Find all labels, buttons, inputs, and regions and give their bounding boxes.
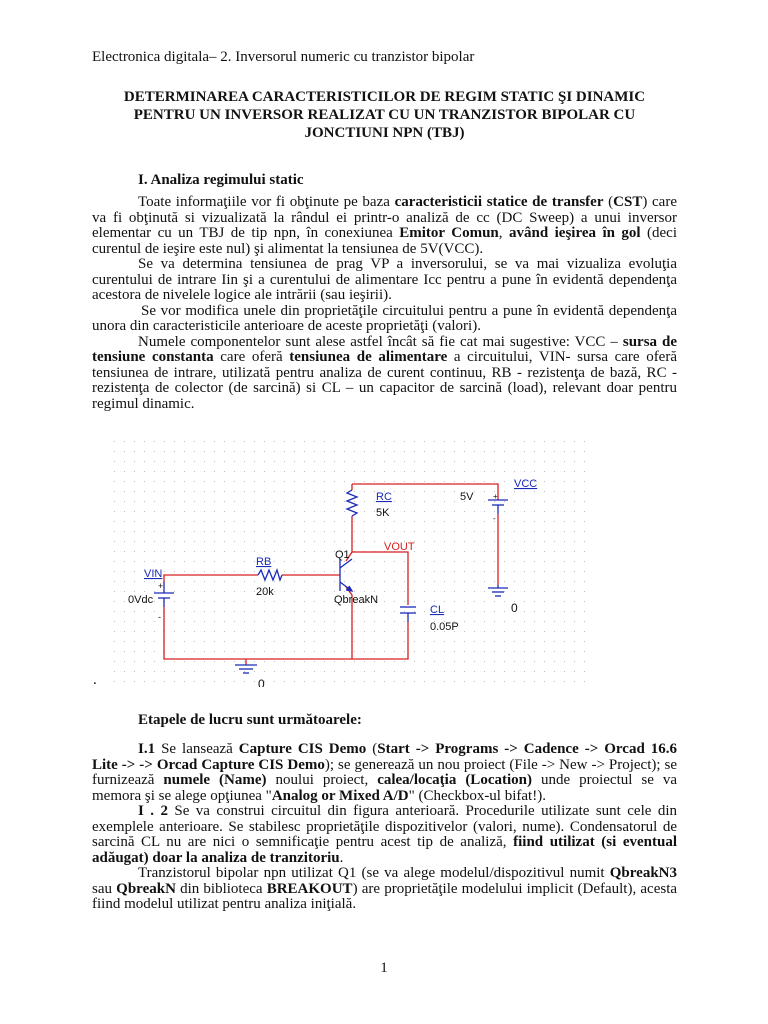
title-line: JONCTIUNI NPN (TBJ) [304, 125, 465, 141]
inverter-schematic [108, 437, 588, 687]
section-heading: I. Analiza regimului static [138, 172, 304, 188]
steps-text [92, 742, 677, 913]
stray-dot: . [93, 672, 97, 688]
paragraph: I . 2 Se va construi circuitul din figura anterioară. Procedurile utilizate sunt cele din exemplele anterioare. Se stabilesc proprietăţile dispozitivelor (valori, nume). Condensatorul de sarcină CL nu are nici o semnificaţie pentru acest tip de analiză, fiind utilizat (si eventual adăugat) doar la analiza de tranzitoriu. [92, 803, 678, 866]
vin-value: 0Vdc [128, 594, 154, 606]
q1-model: QbreakN [334, 594, 379, 606]
cl-value: 0.05P [430, 621, 459, 633]
vcc-plus: + [493, 492, 498, 501]
title-line: DETERMINAREA CARACTERISTICILOR DE REGIM STATIC ŞI DINAMIC [123, 89, 646, 105]
rb-label: RB [256, 556, 272, 568]
paragraph: Se vor modifica unele din proprietăţile circuitului pentru a pune în evidentă dependenţa unora din caracteristicile anterioare de aceste proprietăţi (valori). [92, 302, 677, 334]
paragraph: Numele componentelor sunt alese astfel încât să fie cat mai sugestive: VCC – sursa de tensiune constanta care oferă tensiunea de alimentare a circuitului, VIN- sursa care oferă tensiunea de intrare, utilizată pentru analiza de curent continuu, RB - rezistenţa de bază, RC - rezistenţa de colector (de sarcină) si CL – un capacitor de sarcină (load), relevant doar pentru regimul dinamic. [92, 333, 677, 412]
rc-label: RC [376, 491, 392, 503]
steps-heading: Etapele de lucru sunt următoarele: [138, 712, 362, 728]
vin-plus: + [158, 581, 164, 591]
vin-label: VIN [144, 568, 163, 580]
paragraph: Se va determina tensiunea de prag VP a inversorului, se va mai vizualiza evoluţia curentului de intrare Iin şi a curentului de alimentare Icc pentru a pune în evidentă dependenţa acestora de nivelele logice ale intrării (sau ieşirii). [92, 256, 677, 303]
ground-label: 0 [511, 601, 518, 615]
q1-label: Q1 [335, 549, 350, 561]
title-line: PENTRU UN INVERSOR REALIZAT CU UN TRANZISTOR BIPOLAR CU [133, 107, 636, 123]
vout-label: VOUT [384, 541, 415, 553]
vcc-label: VCC [514, 478, 538, 490]
rb-value: 20k [256, 586, 274, 598]
page-header: Electronica digitala– 2. Inversorul numeric cu tranzistor bipolar [92, 49, 475, 65]
vcc-minus: - [493, 514, 496, 523]
vin-minus: - [158, 612, 161, 622]
document-title [92, 88, 677, 142]
rc-value: 5K [376, 507, 390, 519]
paragraph: I.1 Se lansează Capture CIS Demo (Start -> Programs -> Cadence -> Orcad 16.6 Lite -> -> Orcad Capture CIS Demo); se generează un nou proiect (File -> New -> Project); se furnizează numele (Name) noului proiect, calea/locaţia (Location) unde proiectul se va memora şi se alege opţiunea "Analog or Mixed A/D" (Checkbox-ul bifat!). [92, 741, 678, 804]
cl-label: CL [430, 604, 445, 616]
intro-text [92, 195, 677, 412]
page-number: 1 [380, 960, 388, 976]
ground-label: 0 [258, 677, 265, 687]
paragraph: Toate informaţiile vor fi obţinute pe baza caracteristicii statice de transfer (CST) care va fi obţinută si vizualizată la rândul ei printr-o analiză de cc (DC Sweep) a unui inversor elementar cu un TBJ de tip npn, în conexiunea Emitor Comun, având ieşirea în gol (deci curentul de ieşire este nul) şi alimentat la tensiunea de 5V(VCC). [92, 194, 678, 257]
vcc-value: 5V [460, 491, 474, 503]
paragraph: Tranzistorul bipolar npn utilizat Q1 (se va alege modelul/dispozitivul numit QbreakN3 sau QbreakN din biblioteca BREAKOUT) are proprietăţile modelului implicit (Default), acesta fiind modelul utilizat pentru analiza iniţială. [92, 865, 678, 912]
